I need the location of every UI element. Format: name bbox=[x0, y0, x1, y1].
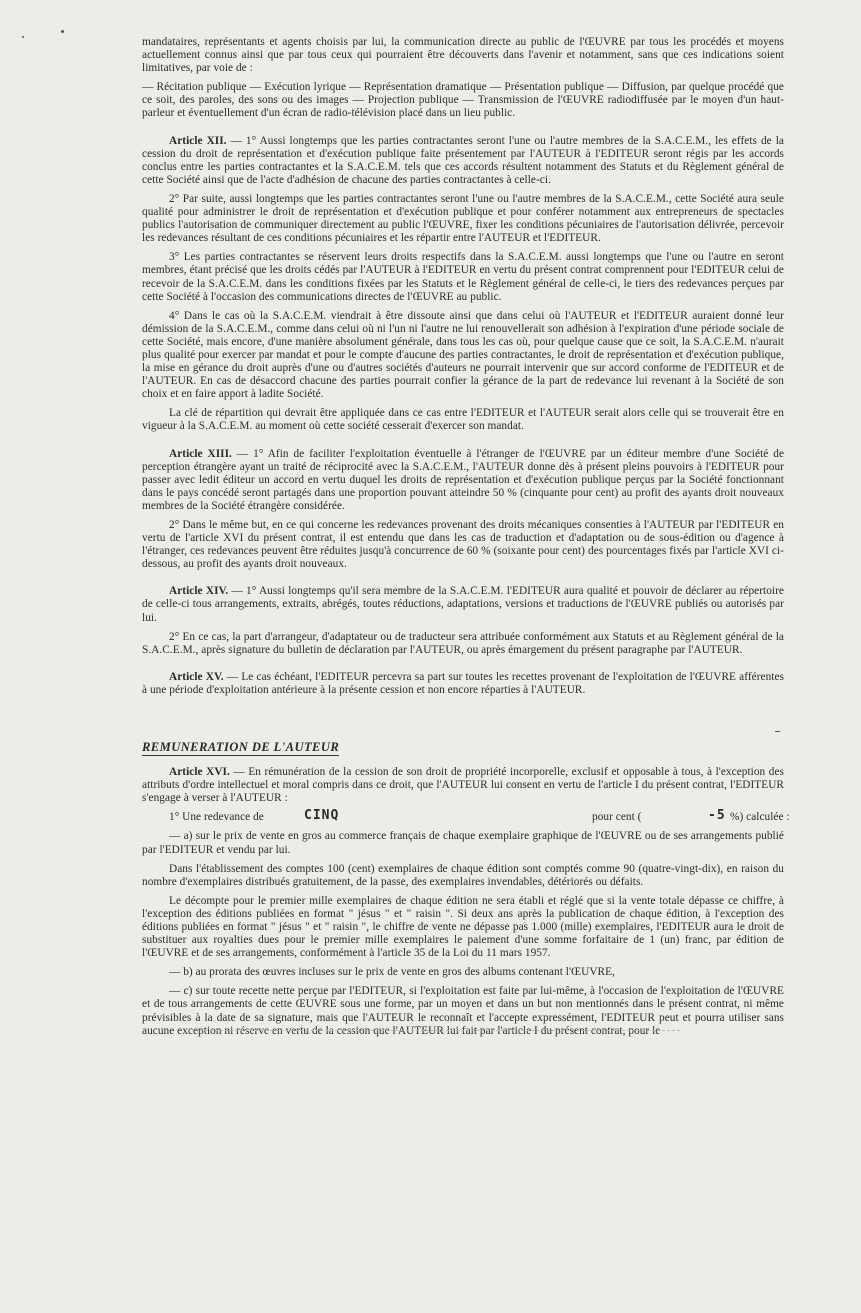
article-16-p3: Le décompte pour le premier mille exemplaires de chaque édition ne sera établi et réglé que si la vente totale dépasse ce chiffre, à l'exception des éditions publiées en format " jésus " et " raisin ". Si deux ans après la publication de chaque édition, à l'exception des éditions publiées en format " jésus " et " raisin ", le chiffre de vente ne dépasse pas 1.000 (mille) exemplaires, l'EDITEUR aura le droit de substituer aux royalties dues pour le premier mille exemplaires le paiement d'une somme forfaitaire de 1 (un) franc, par édition de l'ŒUVRE et de ses arrangements, conformément à l'article 35 de la Loi du 11 mars 1957. bbox=[142, 894, 784, 960]
article-16-c: — c) sur toute recette nette perçue par l'EDITEUR, si l'exploitation est faite par lui-même, à l'occasion de l'exploitation de l'ŒUVRE et de tous arrangements de cette ŒUVRE sous une forme, par un moyen et dans un but non mentionnés dans le présent contrat, ni même prévisibles à la date de sa signature, mais que l'AUTEUR le reconnaît et l'accepte expressément, l'EDITEUR peut et pourra utiliser sans aucune exception ni réserve en vertu de la cession que l'AUTEUR lui fait par l'article I du présent contrat, pour le bbox=[142, 985, 784, 1037]
article-12-p3: 3° Les parties contractantes se réservent leurs droits respectifs dans la S.A.C.E.M. aussi longtemps que l'une ou l'autre en seront membres, étant précisé que les droits cédés par l'AUTEUR à l'EDITEUR en vertu du présent contrat comprennent pour l'EDITEUR celui de recevoir de la S.A.C.E.M. dans les conditions fixées par les Statuts et le Règlement général de celle-ci, le tiers des redevances perçues par cette Société à l'occasion des communications directes de l'ŒUVRE au public. bbox=[142, 251, 784, 303]
faint-fold-line bbox=[200, 1030, 680, 1031]
article-title: Article XV. bbox=[169, 670, 224, 683]
article-14-p2: 2° En ce cas, la part d'arrangeur, d'adaptateur ou de traducteur sera attribuée conformément aux Statuts et au Règlement général de la S.A.C.E.M., après signature du bulletin de déclaration par l'AUTEUR, ou après émargement du présent paragraphe par l'AUTEUR. bbox=[142, 630, 784, 656]
article-13-p2: 2° Dans le même but, en ce qui concerne les redevances provenant des droits mécaniques consenties à l'AUTEUR par l'EDITEUR en vertu de l'article XVI du présent contrat, il est entendu que dans les cas de traduction et d'adaptation ou de sous-édition ou d'agence à l'étranger, ces redevances peuvent être réduites jusqu'à concurrence de 60 % (soixante pour cent) des pourcentages fixés par l'article XVI ci-dessous, au profit des ayants droit nouveaux. bbox=[142, 519, 784, 571]
article-16-p2: Dans l'établissement des comptes 100 (cent) exemplaires de chaque édition sont comptés comme 90 (quatre-vingt-dix), en raison du nombre d'exemplaires distribués gratuitement, de la passe, des exemplaires invendables, détériorés ou défaits. bbox=[142, 862, 784, 888]
article-16-a: — a) sur le prix de vente en gros au commerce français de chaque exemplaire graphique de l'ŒUVRE ou de ses arrangements publié par l'EDITEUR et vendu par lui. bbox=[142, 830, 784, 856]
fill-tail: %) calculée : bbox=[730, 811, 790, 824]
contract-text bbox=[142, 36, 790, 1044]
article-13-p1: Article XIII. — 1° Afin de faciliter l'exploitation éventuelle à l'étranger de l'ŒUVRE par un éditeur membre d'une Société de perception étrangère ayant un traité de réciprocité avec la S.A.C.E.M., l'AUTEUR donne dès à présent pleins pouvoirs à l'EDITEUR pour passer avec ledit éditeur un accord en vertu duquel les droits de représentation et d'exécution publique perçus par la Société fonctionnant dans le pays concédé seront partagés dans une proportion pouvant atteindre 50 % (cinquante pour cent) au profit des ayants droit nouveaux membres de la Société étrangère considérée. bbox=[142, 447, 785, 512]
royalty-rate-number: -5 bbox=[708, 808, 726, 824]
article-15-p1: Article XV. — Le cas échéant, l'EDITEUR percevra sa part sur toutes les recettes provenant de l'exploitation de l'ŒUVRE afférentes à une période d'exploitation antérieure à la présente cession et non encore réparties à l'AUTEUR. bbox=[142, 670, 784, 696]
article-title: Article XII. bbox=[169, 134, 227, 147]
article-12-p1: Article XII. — 1° Aussi longtemps que les parties contractantes seront l'une ou l'autre membres de la S.A.C.E.M., les effets de la cession du droit de représentation et d'exécution publique faite présentement par l'AUTEUR à l'EDITEUR seront régis par les accords conclus entre les parties contractantes et la S.A.C.E.M. tels que ces accords résultent notamment des Statuts et du Règlement général de cette Société ainsi que de l'acte d'adhésion de chacune des parties contractantes à celle-ci. bbox=[142, 134, 784, 186]
article-title: Article XVI. bbox=[169, 766, 230, 779]
article-16-b: — b) au prorata des œuvres incluses sur le prix de vente en gros des albums contenant l'ŒUVRE, bbox=[169, 966, 615, 979]
paragraph: — Récitation publique — Exécution lyrique — Représentation dramatique — Présentation publique — Diffusion, par quelque procédé que ce soit, des paroles, des sons ou des images — Projection publique — Transmission de l'ŒUVRE radiodiffusée par le moyen d'un haut-parleur et éventuellement d'un écran de radio-télévision placé dans un lieu public. bbox=[142, 81, 784, 120]
fill-lead: 1° Une redevance de bbox=[169, 811, 264, 824]
article-14-p1: Article XIV. — 1° Aussi longtemps qu'il sera membre de la S.A.C.E.M. l'EDITEUR aura qualité et pouvoir de déclarer au répertoire de celle-ci tous arrangements, extraits, abrégés, toutes réductions, adaptations, versions et traductions de l'ŒUVRE publiés ou autorisés par lui. bbox=[142, 585, 784, 624]
article-title: Article XIII. bbox=[169, 447, 232, 460]
paper-speck bbox=[61, 30, 64, 33]
article-12-p4: 4° Dans le cas où la S.A.C.E.M. viendrait à être dissoute ainsi que dans celui où l'AUTEUR et l'EDITEUR auraient donné leur démission de la S.A.C.E.M., comme dans celui où ni l'un ni l'autre ne lui renouvellerait son adhésion à l'expiration d'une période sociale de cette Société, mais encore, d'une manière absolument générale, dans tous les cas où, pour quelque cause que ce soit, la S.A.C.E.M. n'aurait plus qualité pour exercer par mandat et pour le compte d'aucune des parties contractantes, le droit de représentation et d'exécution publique, la mise en gérance du droit auprès d'une ou d'autres sociétés d'auteurs ne pourrait intervenir que sur accord conforme de l'EDITEUR et de l'AUTEUR. En cas de désaccord chacune des parties pourrait confier la gérance de la part de redevance lui revenant à la Société de son choix et en faire apport à ladite Société. bbox=[142, 309, 784, 401]
paragraph: mandataires, représentants et agents choisis par lui, la communication directe au public de l'ŒUVRE par tous les procédés et moyens actuellement connus ainsi que par tous ceux qui pourraient être découverts dans l'avenir et notamment, sans que ces indications soient limitatives, par voie de : bbox=[142, 36, 784, 75]
section-heading: REMUNERATION DE L'AUTEUR bbox=[142, 741, 339, 756]
article-16-p1: Article XVI. — En rémunération de la cession de son droit de propriété incorporelle, exclusif et opposable à tous, à l'exception des attributs d'ordre intellectuel et moral compris dans ce droit, que l'AUTEUR lui consent en vertu de l'article I du présent contrat, l'EDITEUR s'engage à verser à l'AUTEUR : bbox=[142, 766, 784, 805]
article-12-p2: 2° Par suite, aussi longtemps que les parties contractantes seront l'une ou l'autre membres de la S.A.C.E.M., cette Société aura seule qualité pour administrer le droit de représentation et d'exécution publique et pour conférer notamment aux entrepreneurs de spectacles publics l'autorisation de communiquer directement au public l'ŒUVRE, fixer les conditions pécuniaires de l'autorisation délivrée, percevoir les redevances résultant de ces conditions pécuniaires et les répartir entre l'AUTEUR et l'EDITEUR. bbox=[142, 192, 784, 245]
fill-middle: pour cent ( bbox=[592, 811, 642, 824]
royalty-fill-line bbox=[142, 808, 790, 825]
paper-speck bbox=[22, 36, 24, 38]
article-12-p5: La clé de répartition qui devrait être appliquée dans ce cas entre l'EDITEUR et l'AUTEUR serait alors celle qui se trouverait être en vigueur à la S.A.C.E.M. au moment où cette société cesserait d'exercer son mandat. bbox=[142, 407, 784, 433]
royalty-rate-words: CINQ bbox=[304, 808, 340, 824]
article-title: Article XIV. bbox=[169, 585, 229, 598]
